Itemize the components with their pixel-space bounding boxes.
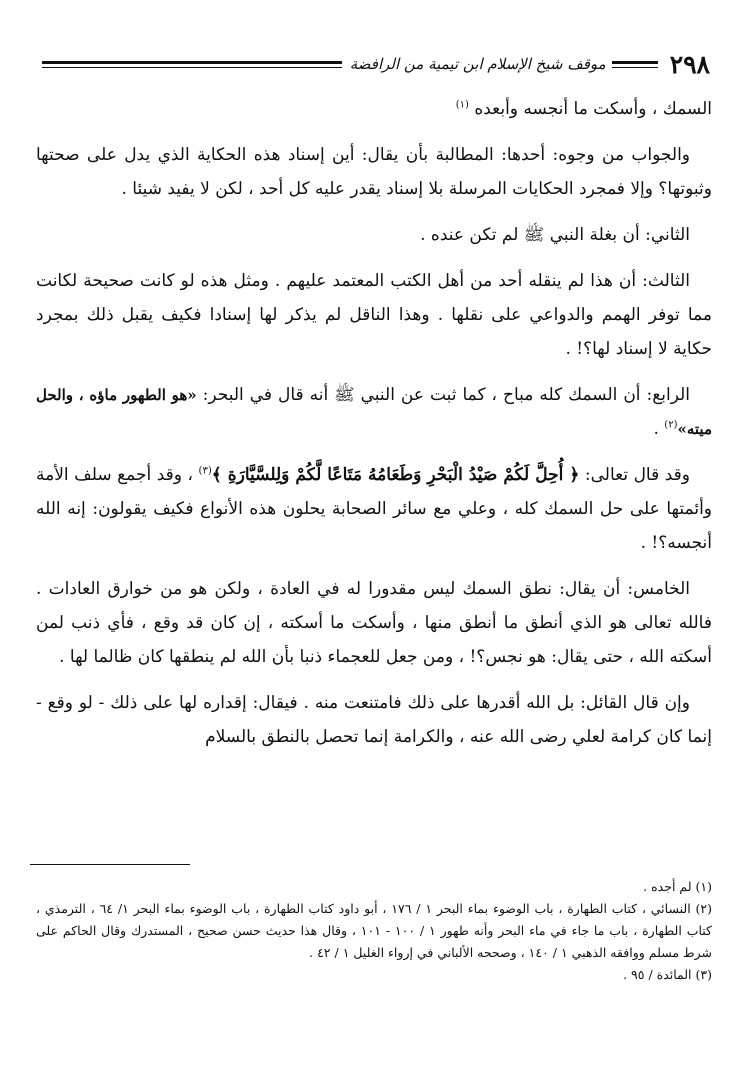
paragraph-text: السمك ، وأسكت ما أنجسه وأبعده bbox=[474, 99, 712, 119]
paragraph-8 bbox=[36, 686, 712, 754]
paragraph-4 bbox=[36, 264, 712, 366]
paragraph-text: وإن قال القائل: بل الله أقدرها على ذلك فامتنعت منه . فيقال: إقداره لها على ذلك - لو وقع - إنما كان كرامة لعلي رضى الله عنه ، والكرامة إنما تحصل بالنطق بالسلام bbox=[36, 693, 712, 747]
page-header bbox=[34, 44, 710, 84]
footnote-1: (١) لم أجده . bbox=[643, 879, 712, 894]
hadith-quote: «هو الطهور ماؤه ، والحل ميته» bbox=[36, 386, 712, 438]
paragraph-5 bbox=[36, 378, 712, 446]
footnote-ref-2: (٢) bbox=[664, 419, 678, 431]
footnote-ref-3: (٣) bbox=[198, 465, 212, 477]
paragraph-text: والجواب من وجوه: أحدها: المطالبة بأن يقال: أين إسناد هذه الحكاية الذي يدل على صحتها وثبوتها؟ وإلا فمجرد الحكايات المرسلة بلا إسناد يقدر عليه كل أحد ، لكن لا يفيد شيئا . bbox=[36, 145, 712, 199]
main-text bbox=[36, 92, 712, 766]
footnote-2: (٢) النسائي ، كتاب الطهارة ، باب الوضوء بماء البحر ١ / ١٧٦ ، أبو داود كتاب الطهارة ، باب الوضوء بماء البحر ١/ ٦٤ ، الترمذي ، كتاب الطهارة ، باب ما جاء في ماء البحر وأنه طهور ١ / ١٠٠ - ١٠١ ، وقال هذا حديث حسن صحيح ، المستدرك وقال الحاكم على شرط مسلم ووافقه الذهبي ١ / ١٤٠ ، وصححه الألباني في إرواء الغليل ١ / ٤٢ . bbox=[36, 901, 712, 960]
paragraph-text: الرابع: أن السمك كله مباح ، كما ثبت عن النبي ﷺ أنه قال في البحر: bbox=[202, 385, 691, 405]
running-title: موقف شيخ الإسلام ابن تيمية من الرافضة bbox=[349, 55, 606, 73]
paragraph-text: الثالث: أن هذا لم ينقله أحد من أهل الكتب المعتمد عليهم . ومثل هذه لو كانت صحيحة لكانت مما توفر الهمم والدواعي على نقلها . وهذا الناقل لم يذكر لها إسنادا فكيف يقبل ذلك بمجرد حكاية لا إسناد لها؟! . bbox=[36, 271, 712, 359]
page-number: ٢٩٨ bbox=[669, 49, 710, 79]
header-rule-long bbox=[42, 61, 342, 68]
footnote-3: (٣) المائدة / ٩٥ . bbox=[623, 967, 712, 982]
header-rule-short bbox=[612, 61, 658, 68]
paragraph-text: الخامس: أن يقال: نطق السمك ليس مقدورا له في العادة ، ولكن هو من خوارق العادات . فالله تعالى هو الذي أنطق ما أنطق منها ، وأسكت ما أسكته ، إن كان قد وقع ، فأي ذنب لمن أسكته الله ، حتى يقال: هو نجس؟! ، ومن جعل للعجماء ذنبا بأن الله لم ينطقها كان ظالما لها . bbox=[36, 579, 712, 667]
paragraph-text: وقد قال تعالى: bbox=[584, 465, 691, 485]
paragraph-3 bbox=[36, 218, 712, 252]
footnote-separator bbox=[30, 864, 190, 865]
paragraph-2 bbox=[36, 138, 712, 206]
paragraph-7 bbox=[36, 572, 712, 674]
paragraph-1 bbox=[36, 92, 712, 126]
paragraph-text-after: . bbox=[653, 419, 665, 439]
quran-verse: ﴿ أُحِلَّ لَكُمْ صَيْدُ الْبَحْرِ وَطَعَامُهُ مَتَاعًا لَّكُمْ وَلِلسَّيَّارَةِ ﴾ bbox=[211, 465, 580, 485]
paragraph-text: الثاني: أن بغلة النبي ﷺ لم تكن عنده . bbox=[420, 225, 690, 245]
footnote-ref-1: (١) bbox=[455, 99, 469, 111]
paragraph-text-after: ، وقد أجمع سلف الأمة وأئمتها على حل السمك كله ، وعلي مع سائر الصحابة يحلون هذه الأنواع فكيف يقولون: إنه الله أنجسه؟! . bbox=[36, 465, 712, 553]
paragraph-6 bbox=[36, 458, 712, 560]
footnotes bbox=[36, 876, 712, 986]
